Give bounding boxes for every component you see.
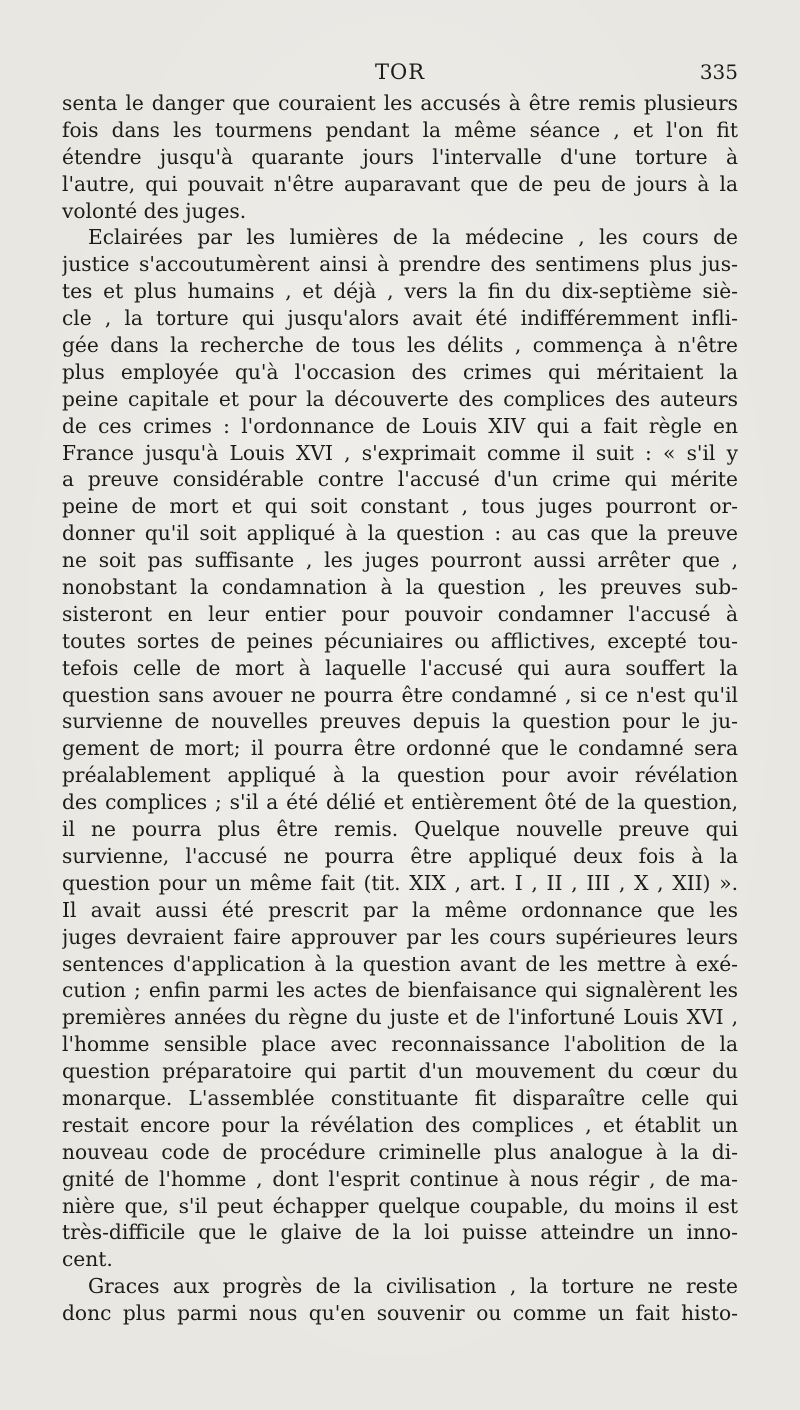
text-line: de ces crimes : l'ordonnance de Louis XIV qui a fait règle en [62, 413, 738, 438]
text-line: des complices ; s'il a été délié et entièrement ôté de la question, [62, 790, 738, 815]
text-line: donner qu'il soit appliqué à la question : au cas que la preuve [62, 521, 738, 546]
text-line: Eclairées par les lumières de la médecine , les cours de [88, 225, 738, 250]
text-line: cent. [62, 1247, 113, 1272]
text-line: question pour un même fait (tit. XIX , art. I , II , III , X , XII) ». [62, 870, 738, 895]
text-line: nonobstant la condamnation à la question , les preuves sub- [62, 575, 738, 600]
text-line: peine capitale et pour la découverte des complices des auteurs [62, 386, 738, 411]
text-line: survienne de nouvelles preuves depuis la question pour le ju- [62, 709, 738, 734]
text-line: volonté des juges. [62, 198, 247, 223]
text-line: justice s'accoutumèrent ainsi à prendre des sentimens plus jus- [62, 252, 738, 277]
text-line: il ne pourra plus être remis. Quelque nouvelle preuve qui [62, 817, 738, 842]
text-line: Il avait aussi été prescrit par la même ordonnance que les [62, 897, 738, 922]
text-line: gement de mort; il pourra être ordonné que le condamné sera [62, 736, 738, 761]
text-line: tes et plus humains , et déjà , vers la fin du dix-septième siè- [62, 279, 738, 304]
text-line: étendre jusqu'à quarante jours l'intervalle d'une torture à [62, 144, 738, 169]
body-text [62, 90, 738, 1327]
text-line: cution ; enfin parmi les actes de bienfaisance qui signalèrent les [62, 978, 738, 1003]
running-title: TOR [374, 60, 426, 84]
text-line: fois dans les tourmens pendant la même séance , et l'on fit [62, 117, 738, 142]
text-line: France jusqu'à Louis XVI , s'exprimait comme il suit : « s'il y [62, 440, 738, 465]
text-line: très-difficile que le glaive de la loi puisse atteindre un inno- [62, 1220, 738, 1245]
text-line: sentences d'application à la question avant de les mettre à exé- [62, 951, 738, 976]
text-line: a preuve considérable contre l'accusé d'un crime qui mérite [62, 467, 738, 492]
text-line: Graces aux progrès de la civilisation , la torture ne reste [88, 1274, 738, 1299]
text-line: senta le danger que couraient les accusés à être remis plusieurs [62, 91, 738, 115]
text-line: toutes sortes de peines pécuniaires ou afflictives, excepté tou- [62, 628, 738, 653]
text-line: juges devraient faire approuver par les cours supérieures leurs [62, 924, 738, 949]
text-line: nière que, s'il peut échapper quelque coupable, du moins il est [62, 1193, 738, 1218]
text-line: gée dans la recherche de tous les délits , commença à n'être [62, 333, 738, 358]
text-line: ne soit pas suffisante , les juges pourront aussi arrêter que , [62, 548, 738, 573]
page-number: 335 [699, 60, 738, 84]
text-line: monarque. L'assemblée constituante fit disparaître celle qui [62, 1085, 738, 1110]
text-line: restait encore pour la révélation des complices , et établit un [62, 1112, 738, 1137]
text-line: l'homme sensible place avec reconnaissance l'abolition de la [62, 1032, 738, 1057]
running-header [60, 60, 740, 90]
text-line: cle , la torture qui jusqu'alors avait été indifféremment infli- [62, 306, 738, 331]
text-line: donc plus parmi nous qu'en souvenir ou comme un fait histo- [62, 1301, 738, 1326]
text-line: gnité de l'homme , dont l'esprit continue à nous régir , de ma- [62, 1166, 738, 1191]
text-line: question sans avouer ne pourra être condamné , si ce n'est qu'il [62, 682, 738, 707]
text-line: tefois celle de mort à laquelle l'accusé qui aura souffert la [62, 655, 738, 680]
text-line: l'autre, qui pouvait n'être auparavant que de peu de jours à la [62, 171, 738, 196]
text-line: plus employée qu'à l'occasion des crimes qui méritaient la [62, 359, 738, 384]
text-line: question préparatoire qui partit d'un mouvement du cœur du [62, 1059, 738, 1084]
text-line: nouveau code de procédure criminelle plus analogue à la di- [62, 1139, 738, 1164]
text-line: sisteront en leur entier pour pouvoir condamner l'accusé à [62, 601, 738, 626]
text-line: premières années du règne du juste et de l'infortuné Louis XVI , [62, 1005, 738, 1030]
text-line: peine de mort et qui soit constant , tous juges pourront or- [62, 494, 738, 519]
text-line: préalablement appliqué à la question pour avoir révélation [62, 763, 738, 788]
text-line: survienne, l'accusé ne pourra être appliqué deux fois à la [62, 843, 738, 868]
